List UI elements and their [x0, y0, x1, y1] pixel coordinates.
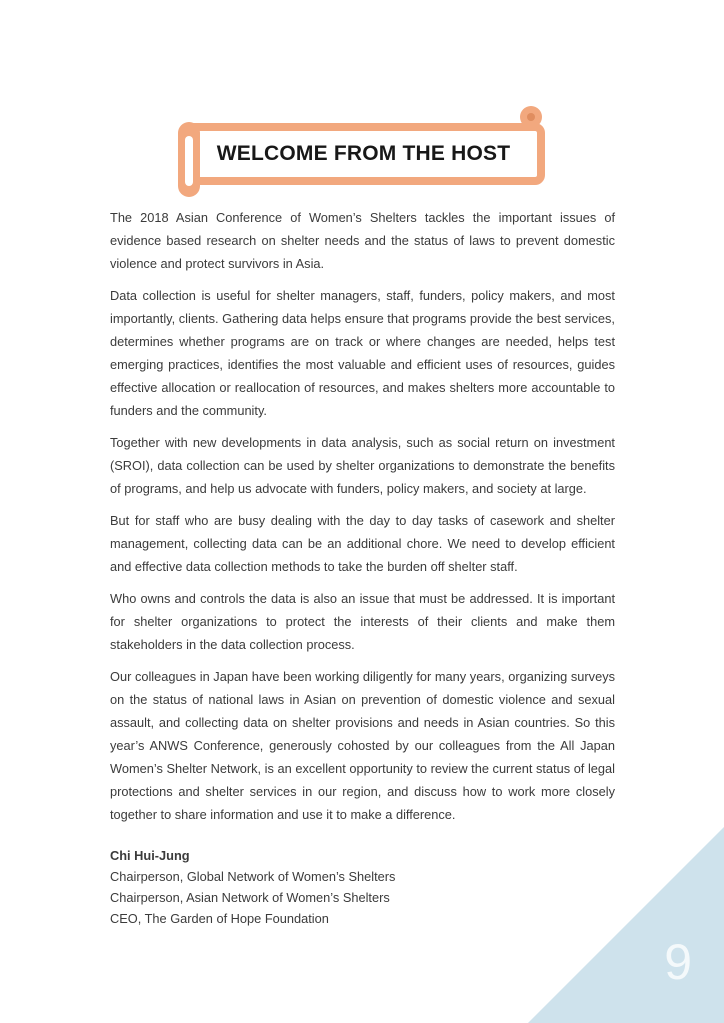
- body-paragraph: The 2018 Asian Conference of Women’s Shelters tackles the important issues of evidence based research on shelter needs and the status of laws to prevent domestic violence and protect survivors in Asia.: [110, 210, 615, 271]
- banner-pin-dot-icon: [527, 113, 535, 121]
- signature-title: CEO, The Garden of Hope Foundation: [110, 911, 329, 926]
- signature-name: Chi Hui-Jung: [110, 848, 190, 863]
- signature-title: Chairperson, Asian Network of Women’s Shelters: [110, 890, 390, 905]
- signature-title: Chairperson, Global Network of Women’s Shelters: [110, 869, 396, 884]
- page-title: WELCOME FROM THE HOST: [216, 142, 511, 165]
- body-paragraph: Data collection is useful for shelter managers, staff, funders, policy makers, and most importantly, clients. Gathering data helps ensure that programs provide the best services, determines whether programs are on track or where changes are needed, helps test emerging practices, identifies the most valuable and efficient uses of resources, guides effective allocation or reallocation of resources, and makes shelters more accountable to funders and the community.: [110, 288, 615, 418]
- signature-block: [110, 845, 615, 929]
- body-paragraph: But for staff who are busy dealing with the day to day tasks of casework and shelter management, collecting data can be an additional chore. We need to develop efficient and effective data collection methods to take the burden off shelter staff.: [110, 513, 615, 574]
- body-content: [110, 206, 615, 929]
- header-banner: [0, 0, 724, 210]
- body-paragraph: Our colleagues in Japan have been working diligently for many years, organizing surveys on the status of national laws in Asian on prevention of domestic violence and sexual assault, and collecting data on shelter provisions and needs in Asian countries. So this year’s ANWS Conference, generously cohosted by our colleagues from the All Japan Women’s Shelter Network, is an excellent opportunity to review the current status of legal protections and shelter services in our region, and discuss how to work more closely together to share information and use it to make a difference.: [110, 669, 615, 822]
- page-number: 9: [664, 934, 692, 990]
- body-paragraph: Who owns and controls the data is also an issue that must be addressed. It is important for shelter organizations to protect the interests of their clients and make them stakeholders in the data collection process.: [110, 591, 615, 652]
- body-paragraph: Together with new developments in data analysis, such as social return on investment (SROI), data collection can be used by shelter organizations to demonstrate the benefits of programs, and help us advocate with funders, policy makers, and society at large.: [110, 435, 615, 496]
